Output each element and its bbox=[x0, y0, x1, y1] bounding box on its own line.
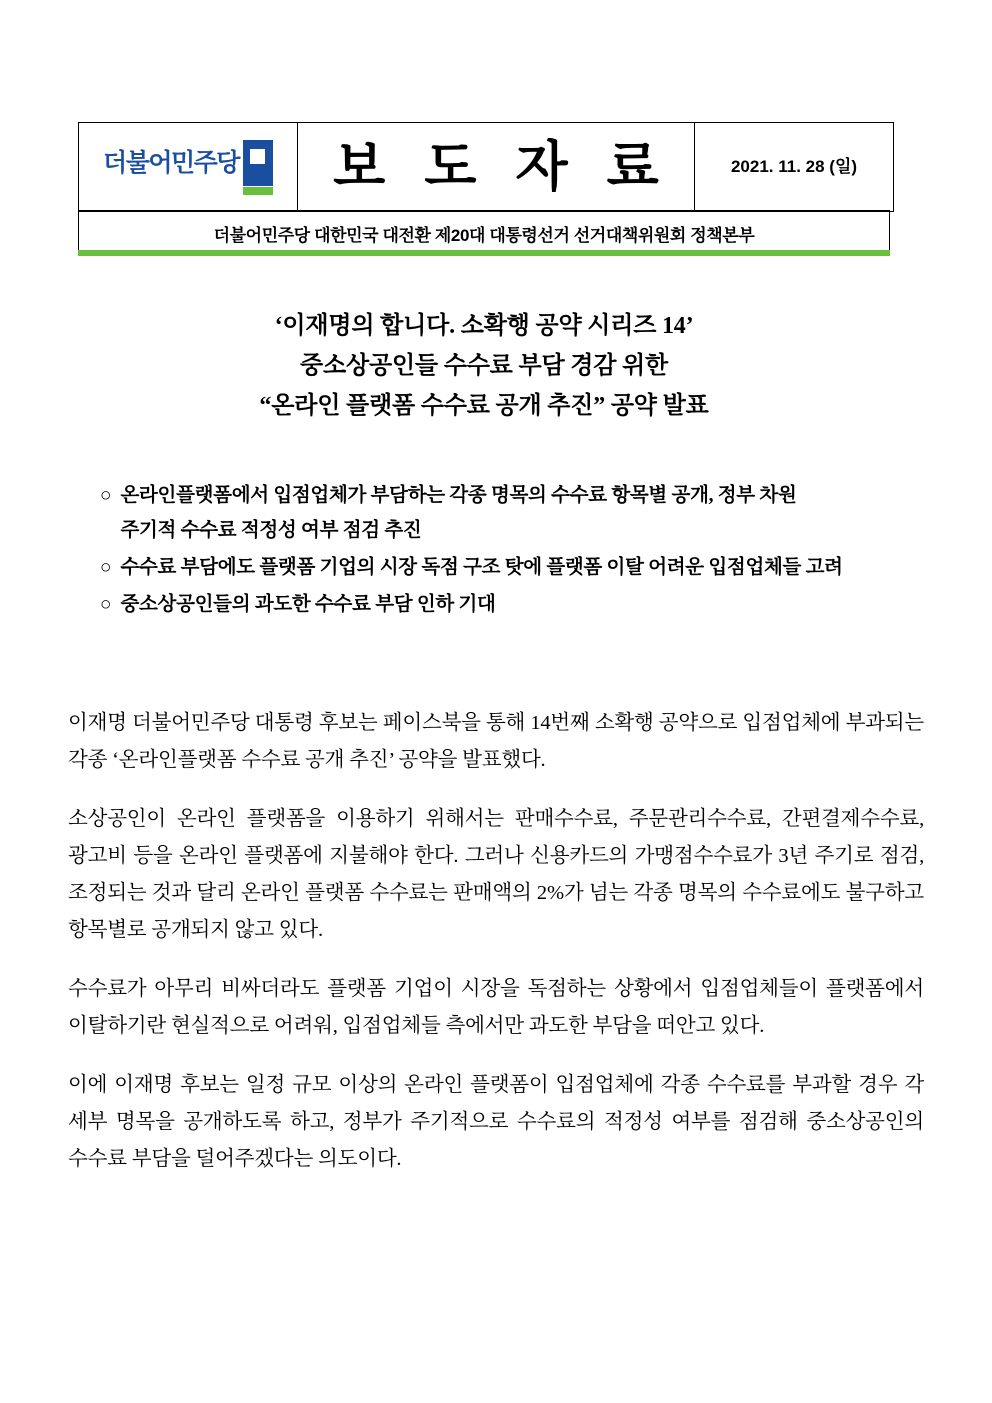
paragraph-1: 이재명 더불어민주당 대통령 후보는 페이스북을 통해 14번째 소확행 공약으로 입점업체에 부과되는 각종 ‘온라인플랫폼 수수료 공개 추진’ 공약을 발표했다. bbox=[68, 712, 924, 771]
document-header bbox=[78, 122, 890, 256]
paragraph-2: 소상공인이 온라인 플랫폼을 이용하기 위해서는 판매수수료, 주문관리수수료, 간편결제수수료, 광고비 등을 온라인 플랫폼에 지불해야 한다. 그러나 신용카드의 가맹점수수료가 3년 주기로 점검, 조정되는 것과 달리 온라인 플랫폼 수수료는 판매액의 2%가 넘는 각종 명목의 수수료에도 불구하고 항목별로 공개되지 않고 있다. bbox=[68, 808, 924, 941]
release-date: 2021. 11. 28 (일) bbox=[730, 157, 858, 176]
organization-name: 더불어민주당 대한민국 대전환 제20대 대통령선거 선거대책위원회 정책본부 bbox=[79, 211, 890, 256]
headline-line-2: 중소상공인들 수수료 부담 경감 위한 bbox=[300, 353, 668, 379]
headline-line-1: ‘이재명의 합니다. 소확행 공약 시리즈 14’ bbox=[274, 313, 694, 339]
paragraph-4: 이에 이재명 후보는 일정 규모 이상의 온라인 플랫폼이 입점업체에 각종 수수료를 부과할 경우 각 세부 명목을 공개하도록 하고, 정부가 주기적으로 수수료의 적정성 여부를 점검해 중소상공인의 수수료 부담을 덜어주겠다는 의도이다. bbox=[68, 1074, 924, 1170]
summary-bullet-list bbox=[100, 478, 900, 624]
party-logo-cell bbox=[79, 123, 298, 212]
document-date-cell bbox=[695, 123, 894, 212]
bullet-text bbox=[120, 478, 900, 548]
logo-underline-bar bbox=[78, 250, 890, 256]
document-title-cell bbox=[298, 123, 695, 212]
circle-bullet-icon: ○ bbox=[100, 594, 112, 615]
headline-line-3: “온라인 플랫폼 수수료 공개 추진” 공약 발표 bbox=[259, 393, 709, 419]
party-name-text: 더불어민주당 bbox=[103, 149, 239, 177]
bullet-line-2: 주기적 수수료 적정성 여부 점검 추진 bbox=[120, 520, 422, 541]
bullet-text: 수수료 부담에도 플랫폼 기업의 시장 독점 구조 탓에 플랫폼 이탈 어려운 입점업체들 고려 bbox=[120, 557, 843, 578]
paragraph-3: 수수료가 아무리 비싸더라도 플랫폼 기업이 시장을 독점하는 상황에서 입점업체들이 플랫폼에서 이탈하기란 현실적으로 어려워, 입점업체들 측에서만 과도한 부담을 떠안고 있다. bbox=[68, 978, 924, 1037]
table-row bbox=[79, 123, 894, 212]
logo-mark-green-bar bbox=[243, 187, 273, 195]
header-table bbox=[78, 122, 894, 212]
circle-bullet-icon: ○ bbox=[100, 557, 112, 578]
list-item bbox=[100, 550, 900, 585]
table-row bbox=[79, 211, 890, 256]
bullet-text: 중소상공인들의 과도한 수수료 부담 인하 기대 bbox=[120, 594, 496, 615]
circle-bullet-icon: ○ bbox=[100, 485, 112, 506]
bullet-line-1: 온라인플랫폼에서 입점업체가 부담하는 각종 명목의 수수료 항목별 공개, 정부 차원 bbox=[120, 485, 797, 506]
page-title: 보 도 자 료 bbox=[333, 137, 671, 197]
democratic-party-symbol-icon bbox=[243, 140, 273, 186]
list-item bbox=[100, 478, 900, 548]
list-item bbox=[100, 587, 900, 622]
headline-block bbox=[78, 306, 890, 426]
body-content bbox=[68, 705, 924, 1178]
party-logo bbox=[79, 123, 297, 211]
